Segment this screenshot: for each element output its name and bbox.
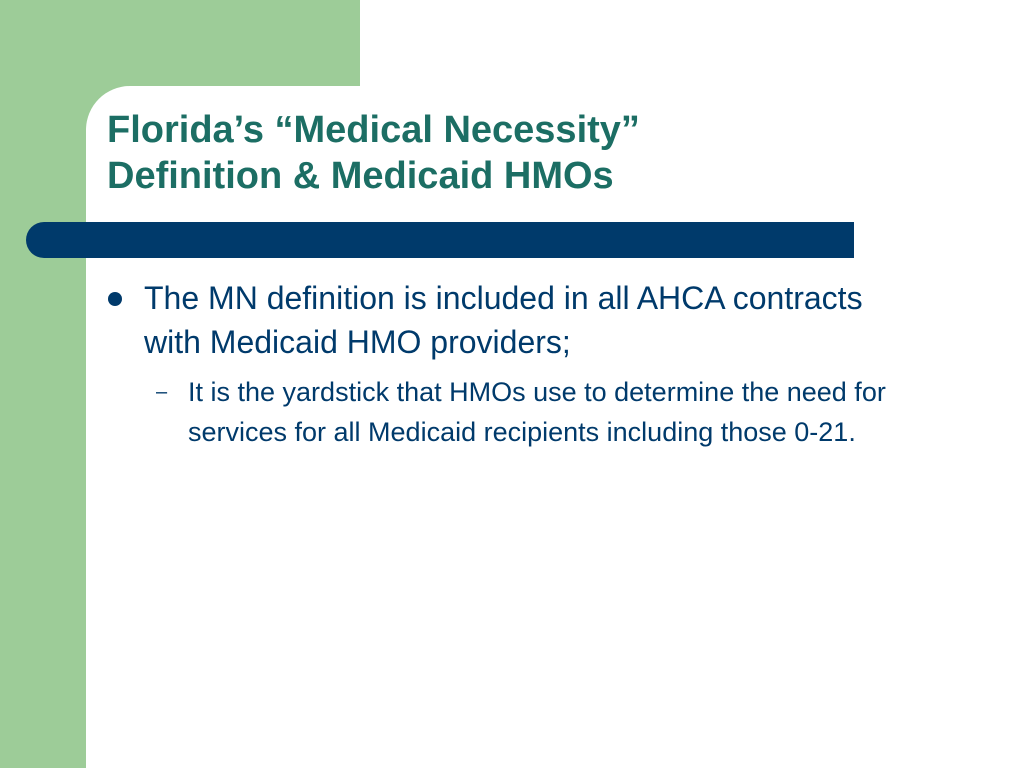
bullet-text: The MN definition is included in all AHCA contracts with Medicaid HMO providers;: [144, 280, 863, 360]
sub-bullet-item: [144, 372, 984, 452]
sub-bullet-text: It is the yardstick that HMOs use to determine the need for services for all Medicaid recipients including those 0-21.: [188, 377, 886, 447]
bullet-item: [104, 276, 984, 452]
sub-bullet-list: [144, 372, 984, 452]
bullet-dot-icon: [108, 292, 122, 306]
bullet-list: [104, 276, 984, 452]
title-divider-bar: [26, 222, 854, 258]
dash-bullet-icon: –: [156, 381, 168, 403]
slide-title-line-1: Florida’s “Medical Necessity”: [107, 109, 640, 151]
slide-title: [107, 107, 867, 199]
slide-title-line-2: Definition & Medicaid HMOs: [107, 155, 614, 197]
